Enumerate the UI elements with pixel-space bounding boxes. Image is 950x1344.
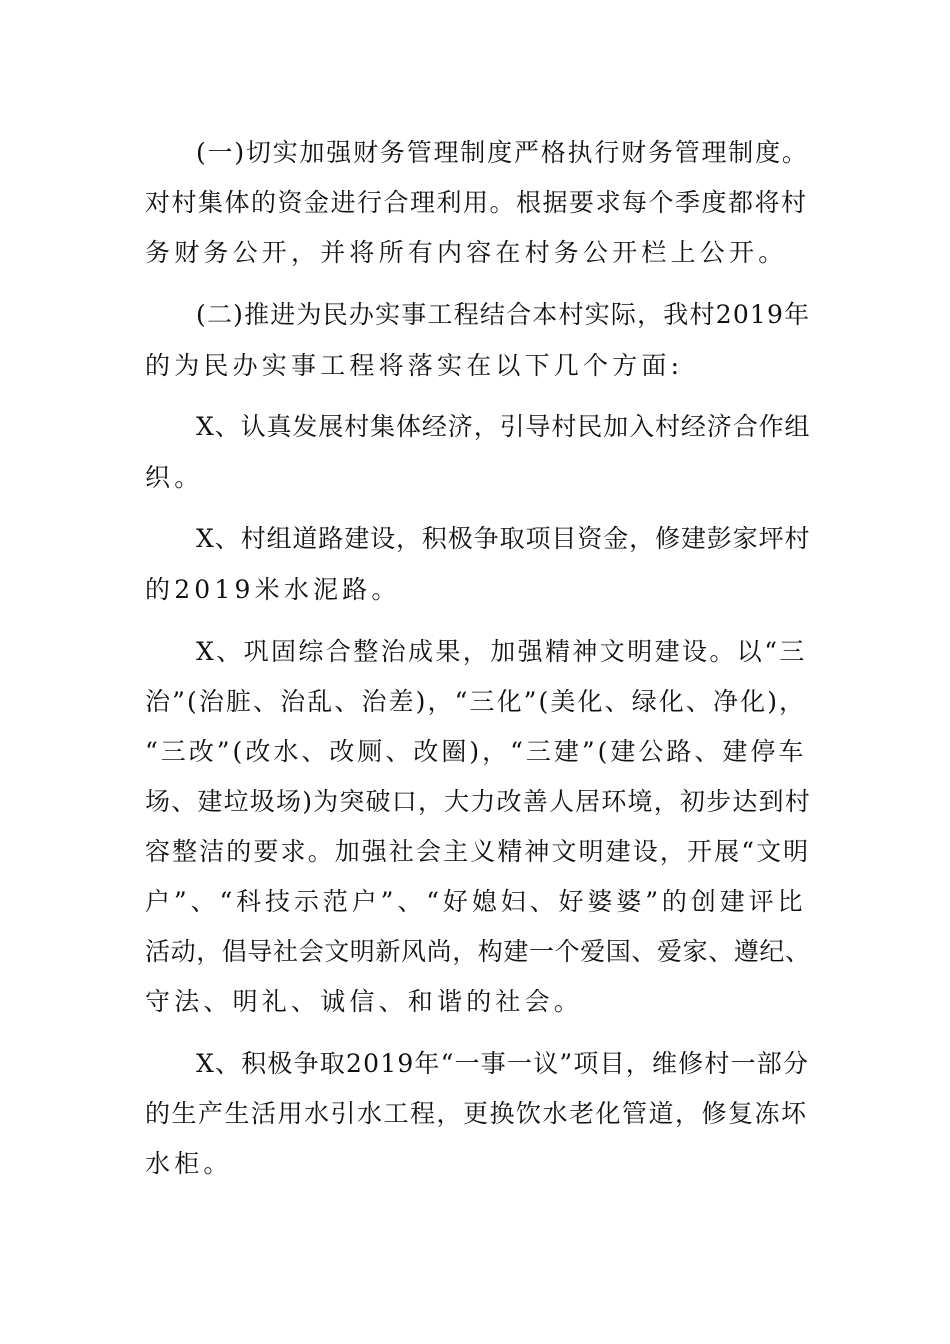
paragraph-5-line-6: 户”、“科技示范户”、“好媳妇、好婆婆”的创建评比 — [145, 887, 807, 916]
paragraph-2-line-1: (二)推进为民办实事工程结合本村实际，我村2019年 — [196, 300, 811, 329]
paragraph-1-line-2: 对村集体的资金进行合理利用。根据要求每个季度都将村 — [145, 188, 808, 217]
paragraph-5-line-3: “三改”(改水、改厕、改圈)，“三建”(建公路、建停车 — [145, 737, 807, 766]
paragraph-3-line-1: X、认真发展村集体经济，引导村民加入村经济合作组 — [196, 412, 811, 441]
paragraph-5-line-2: 治”(治脏、治乱、治差)，“三化”(美化、绿化、净化)， — [145, 687, 807, 716]
paragraph-6-line-1: X、积极争取2019年“一事一议”项目，维修村一部分 — [196, 1049, 810, 1078]
paragraph-6-line-3: 水柜。 — [145, 1149, 233, 1178]
paragraph-4-line-1: X、村组道路建设，积极争取项目资金，修建彭家坪村 — [196, 524, 811, 553]
paragraph-5-line-5: 容整洁的要求。加强社会主义精神文明建设，开展“文明 — [145, 837, 811, 866]
paragraph-5-line-4: 场、建垃圾场)为突破口，大力改善人居环境，初步达到村 — [145, 787, 811, 816]
paragraph-2-line-2: 的为民办实事工程将落实在以下几个方面: — [145, 351, 684, 380]
paragraph-6-line-2: 的生产生活用水引水工程，更换饮水老化管道，修复冻坏 — [145, 1099, 808, 1128]
paragraph-5-line-8: 守法、明礼、诚信、和谐的社会。 — [145, 987, 584, 1016]
paragraph-4-line-2: 的2019米水泥路。 — [145, 575, 401, 604]
paragraph-5-line-1: X、巩固综合整治成果，加强精神文明建设。以“三 — [196, 637, 807, 666]
paragraph-1-line-3: 务财务公开，并将所有内容在村务公开栏上公开。 — [145, 238, 788, 267]
paragraph-3-line-2: 织。 — [145, 463, 204, 492]
paragraph-5-line-7: 活动，倡导社会文明新风尚，构建一个爱国、爱家、遵纪、 — [145, 937, 811, 966]
paragraph-1-line-1: (一)切实加强财务管理制度严格执行财务管理制度。 — [196, 138, 809, 167]
